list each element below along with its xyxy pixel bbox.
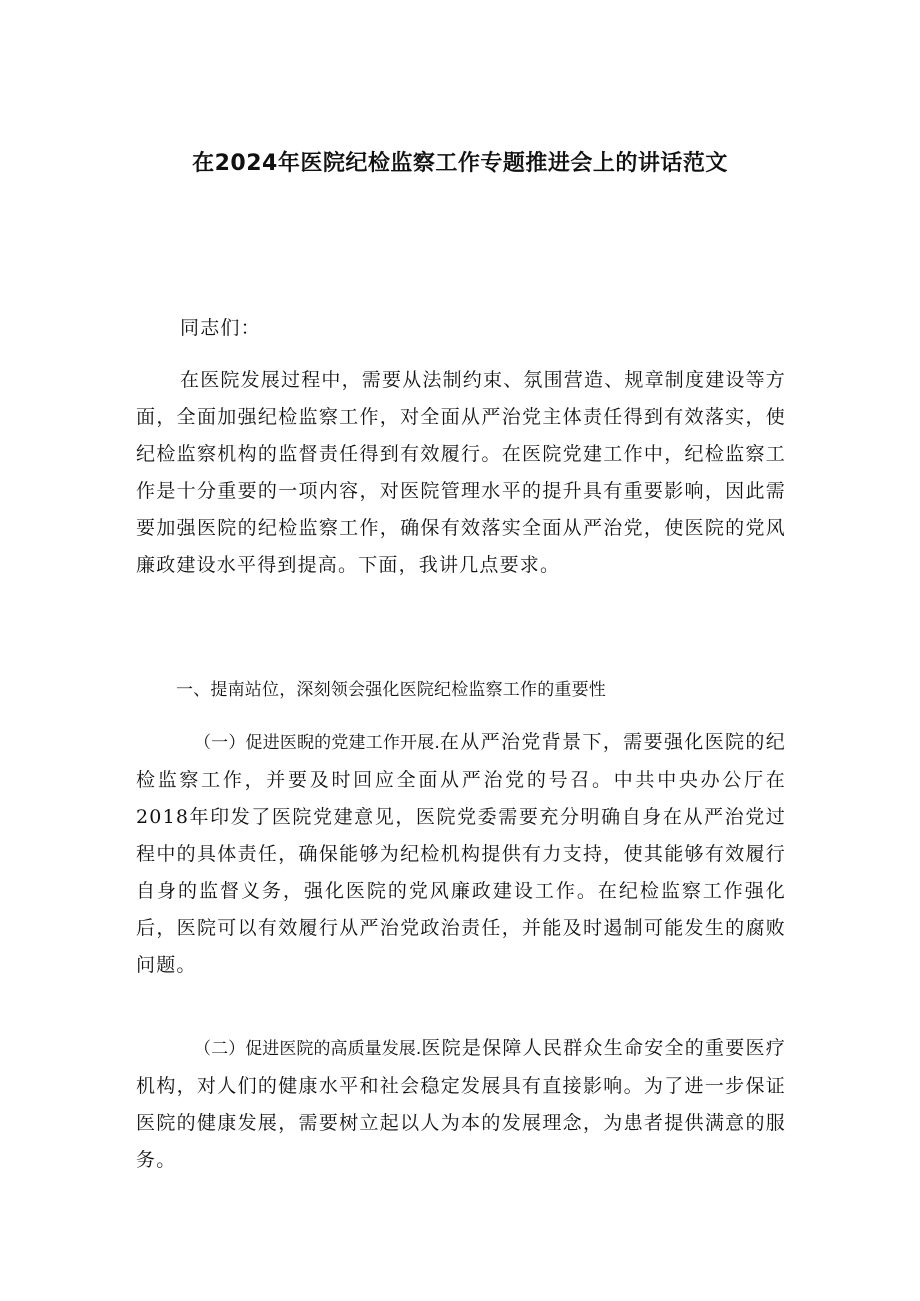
subsection-lead-2: （二）促进医院的高质量发展. — [194, 1039, 422, 1059]
intro-paragraph: 在医院发展过程中，需要从法制约束、氛围营造、规章制度建设等方面，全面加强纪检监察工作，对全面从严治党主体责任得到有效落实，使纪检监察机构的监督责任得到有效履行。在医院党建工作中，纪检监察工作是十分重要的一项内容，对医院管理水平的提升具有重要影响，因此需要加强医院的纪检监察工作，确保有效落实全面从严治党，使医院的党风廉政建设水平得到提高。下面，我讲几点要求。 — [136, 369, 787, 576]
subsection-lead-1: （一）促进医睨的党建工作开展. — [194, 733, 440, 753]
subsection-text-1: 在从严治党背景下，需要强化医院的纪检监察工作，并要及时回应全面从严治党的号召。中共中央办公厅在2018年印发了医院党建意见，医院党委需要充分明确自身在从严治党过程中的具体责任，确保能够为纪检机构提供有力支持，使其能够有效履行自身的监督义务，强化医院的党风廉政建设工作。在纪检监察工作强化后，医院可以有效履行从严治党政治责任，并能及时遏制可能发生的腐败问题。 — [136, 731, 786, 976]
subsection-paragraph-2 — [136, 1030, 786, 1179]
section-heading-1: 一、提南站位，深刻领会强化医院纪检监察工作的重要性 — [176, 680, 606, 700]
subsection-paragraph-1 — [136, 724, 786, 984]
salutation: 同志们： — [180, 317, 261, 339]
document-title: 在2024年医院纪检监察工作专题推进会上的讲话范文 — [192, 151, 728, 176]
subsection-text-2: 医院是保障人民群众生命安全的重要医疗机构，对人们的健康水平和社会稳定发展具有直接影响。为了进一步保证医院的健康发展，需要树立起以人为本的发展理念，为患者提供满意的服务。 — [136, 1037, 787, 1171]
